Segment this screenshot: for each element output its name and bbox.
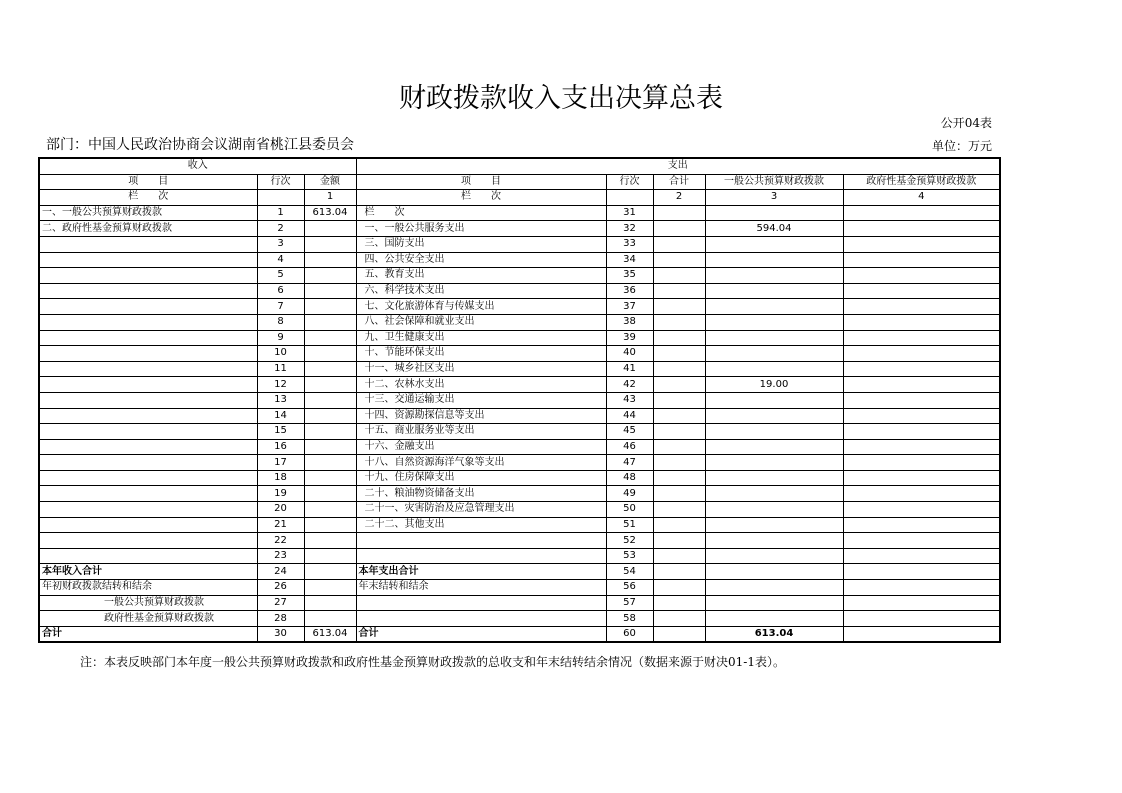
expense-item-cell: 本年支出合计 xyxy=(356,564,606,580)
expense-general-cell xyxy=(705,455,843,471)
expense-line-no-cell: 37 xyxy=(606,299,653,315)
expense-general-cell xyxy=(705,236,843,252)
table-row xyxy=(39,470,1000,486)
expense-fund-cell xyxy=(843,564,1000,580)
summary-row xyxy=(39,611,1000,627)
expense-line-header: 行次 xyxy=(606,174,653,190)
expense-total-cell xyxy=(653,299,705,315)
expense-item-cell: 十六、金融支出 xyxy=(356,439,606,455)
income-item-cell: 二、政府性基金预算财政拨款 xyxy=(39,221,257,237)
income-item-cell xyxy=(39,268,257,284)
expense-col-label: 栏 次 xyxy=(356,190,606,206)
expense-general-cell xyxy=(705,330,843,346)
income-amount-cell xyxy=(304,268,356,284)
table-row xyxy=(39,424,1000,440)
expense-fund-cell xyxy=(843,236,1000,252)
expense-item-cell: 八、社会保障和就业支出 xyxy=(356,314,606,330)
expense-line-no-cell: 53 xyxy=(606,548,653,564)
table-row xyxy=(39,268,1000,284)
expense-fund-cell xyxy=(843,517,1000,533)
expense-item-cell: 十九、住房保障支出 xyxy=(356,470,606,486)
table-row xyxy=(39,252,1000,268)
income-line-no-cell: 8 xyxy=(257,314,304,330)
expense-total-cell xyxy=(653,626,705,642)
expense-total-cell xyxy=(653,314,705,330)
form-number: 公开04表 xyxy=(940,116,992,130)
income-amount-cell xyxy=(304,611,356,627)
expense-general-cell xyxy=(705,299,843,315)
income-item-cell xyxy=(39,439,257,455)
expense-fund-cell xyxy=(843,502,1000,518)
expense-line-no-cell: 43 xyxy=(606,392,653,408)
table-row xyxy=(39,361,1000,377)
income-amount-cell xyxy=(304,564,356,580)
expense-fund-cell xyxy=(843,611,1000,627)
income-item-cell xyxy=(39,252,257,268)
expense-general-cell: 613.04 xyxy=(705,626,843,642)
income-item-cell xyxy=(39,361,257,377)
expense-fund-cell xyxy=(843,470,1000,486)
expense-total-cell xyxy=(653,470,705,486)
expense-general-cell: 594.04 xyxy=(705,221,843,237)
expense-total-cell xyxy=(653,221,705,237)
income-amount-cell xyxy=(304,486,356,502)
expense-total-cell xyxy=(653,330,705,346)
income-amount-cell xyxy=(304,314,356,330)
expense-fund-cell xyxy=(843,626,1000,642)
expense-fund-cell xyxy=(843,330,1000,346)
income-line-header: 行次 xyxy=(257,174,304,190)
income-line-no-cell: 15 xyxy=(257,424,304,440)
expense-total-cell xyxy=(653,455,705,471)
income-line-no-cell: 27 xyxy=(257,595,304,611)
income-line-no-cell: 20 xyxy=(257,502,304,518)
budget-table xyxy=(38,157,1001,643)
expense-fund-cell xyxy=(843,268,1000,284)
expense-line-no-cell: 39 xyxy=(606,330,653,346)
expense-line-no-cell: 50 xyxy=(606,502,653,518)
expense-line-no-cell: 38 xyxy=(606,314,653,330)
income-line-no-cell: 5 xyxy=(257,268,304,284)
expense-line-no-cell: 48 xyxy=(606,470,653,486)
income-item-cell xyxy=(39,314,257,330)
income-amount-cell xyxy=(304,346,356,362)
income-amount-cell: 613.04 xyxy=(304,626,356,642)
expense-total-cell xyxy=(653,392,705,408)
table-row xyxy=(39,221,1000,237)
expense-line-no-cell: 42 xyxy=(606,377,653,393)
income-amount-cell xyxy=(304,502,356,518)
expense-line-no-cell: 47 xyxy=(606,455,653,471)
expense-line-no-cell: 46 xyxy=(606,439,653,455)
expense-total-cell xyxy=(653,533,705,549)
expense-fund-cell xyxy=(843,486,1000,502)
income-line-no-cell: 16 xyxy=(257,439,304,455)
income-header: 收入 xyxy=(39,158,356,174)
income-item-cell xyxy=(39,377,257,393)
table-row xyxy=(39,283,1000,299)
income-line-no-cell: 13 xyxy=(257,392,304,408)
table-row xyxy=(39,392,1000,408)
income-line-no-cell: 7 xyxy=(257,299,304,315)
expense-general-cell xyxy=(705,611,843,627)
expense-header: 支出 xyxy=(356,158,1000,174)
expense-line-no-cell: 49 xyxy=(606,486,653,502)
expense-general-cell xyxy=(705,268,843,284)
table-row xyxy=(39,377,1000,393)
income-line-no-cell: 24 xyxy=(257,564,304,580)
income-amount-cell xyxy=(304,424,356,440)
expense-item-cell: 栏 次 xyxy=(356,205,606,221)
table-row xyxy=(39,205,1000,221)
expense-fund-cell xyxy=(843,408,1000,424)
department-label: 部门：中国人民政治协商会议湖南省桃江县委员会 xyxy=(46,137,354,153)
income-col-empty xyxy=(257,190,304,206)
expense-general-cell xyxy=(705,548,843,564)
expense-general-cell xyxy=(705,470,843,486)
expense-general-cell xyxy=(705,502,843,518)
expense-line-no-cell: 33 xyxy=(606,236,653,252)
header-row-2 xyxy=(39,174,1000,190)
expense-line-no-cell: 54 xyxy=(606,564,653,580)
expense-item-cell: 二十二、其他支出 xyxy=(356,517,606,533)
expense-line-no-cell: 34 xyxy=(606,252,653,268)
expense-item-cell: 六、科学技术支出 xyxy=(356,283,606,299)
expense-fund-cell xyxy=(843,533,1000,549)
expense-total-cell xyxy=(653,346,705,362)
income-amount-cell xyxy=(304,299,356,315)
expense-fund-cell xyxy=(843,299,1000,315)
income-item-cell xyxy=(39,283,257,299)
expense-item-cell: 十五、商业服务业等支出 xyxy=(356,424,606,440)
expense-total-cell xyxy=(653,564,705,580)
income-amount-cell xyxy=(304,439,356,455)
table-row xyxy=(39,486,1000,502)
expense-item-cell: 十四、资源勘探信息等支出 xyxy=(356,408,606,424)
summary-row xyxy=(39,626,1000,642)
income-amount-header: 金额 xyxy=(304,174,356,190)
income-line-no-cell: 1 xyxy=(257,205,304,221)
expense-col-4: 4 xyxy=(843,190,1000,206)
expense-item-cell xyxy=(356,611,606,627)
income-line-no-cell: 19 xyxy=(257,486,304,502)
income-item-cell xyxy=(39,424,257,440)
income-line-no-cell: 10 xyxy=(257,346,304,362)
expense-general-cell xyxy=(705,408,843,424)
expense-item-cell: 二十、粮油物资储备支出 xyxy=(356,486,606,502)
expense-general-cell xyxy=(705,564,843,580)
income-item-cell xyxy=(39,392,257,408)
summary-row xyxy=(39,595,1000,611)
expense-general-cell xyxy=(705,439,843,455)
expense-fund-cell xyxy=(843,424,1000,440)
expense-total-cell xyxy=(653,424,705,440)
table-row xyxy=(39,314,1000,330)
income-line-no-cell: 26 xyxy=(257,580,304,596)
income-line-no-cell: 9 xyxy=(257,330,304,346)
expense-general-cell xyxy=(705,361,843,377)
expense-total-cell xyxy=(653,517,705,533)
expense-general-cell xyxy=(705,346,843,362)
expense-fund-cell xyxy=(843,548,1000,564)
unit-label: 单位：万元 xyxy=(931,139,992,153)
income-line-no-cell: 12 xyxy=(257,377,304,393)
expense-line-no-cell: 58 xyxy=(606,611,653,627)
income-item-cell xyxy=(39,548,257,564)
income-line-no-cell: 22 xyxy=(257,533,304,549)
expense-line-no-cell: 45 xyxy=(606,424,653,440)
income-line-no-cell: 28 xyxy=(257,611,304,627)
expense-total-cell xyxy=(653,502,705,518)
expense-total-cell xyxy=(653,439,705,455)
income-item-cell: 年初财政拨款结转和结余 xyxy=(39,580,257,596)
income-item-cell xyxy=(39,533,257,549)
income-item-cell xyxy=(39,330,257,346)
income-amount-cell xyxy=(304,236,356,252)
income-line-no-cell: 2 xyxy=(257,221,304,237)
expense-item-cell: 十、节能环保支出 xyxy=(356,346,606,362)
expense-item-cell: 二十一、灾害防治及应急管理支出 xyxy=(356,502,606,518)
income-amount-cell xyxy=(304,580,356,596)
expense-general-cell xyxy=(705,392,843,408)
header-row-1 xyxy=(39,158,1000,174)
expense-total-cell xyxy=(653,486,705,502)
income-item-cell: 合计 xyxy=(39,626,257,642)
expense-fund-cell xyxy=(843,252,1000,268)
expense-general-cell xyxy=(705,205,843,221)
expense-total-cell xyxy=(653,283,705,299)
income-item-cell xyxy=(39,502,257,518)
expense-item-cell xyxy=(356,595,606,611)
table-row xyxy=(39,330,1000,346)
expense-item-cell: 十八、自然资源海洋气象等支出 xyxy=(356,455,606,471)
expense-fund-header: 政府性基金预算财政拨款 xyxy=(843,174,1000,190)
income-amount-cell xyxy=(304,455,356,471)
summary-row xyxy=(39,580,1000,596)
expense-item-cell: 三、国防支出 xyxy=(356,236,606,252)
expense-line-no-cell: 52 xyxy=(606,533,653,549)
income-item-cell xyxy=(39,517,257,533)
expense-item-header: 项 目 xyxy=(356,174,606,190)
summary-row xyxy=(39,564,1000,580)
expense-col-2: 2 xyxy=(653,190,705,206)
income-item-cell xyxy=(39,299,257,315)
expense-line-no-cell: 36 xyxy=(606,283,653,299)
expense-total-cell xyxy=(653,595,705,611)
expense-total-cell xyxy=(653,361,705,377)
expense-fund-cell xyxy=(843,205,1000,221)
expense-line-no-cell: 51 xyxy=(606,517,653,533)
table-row xyxy=(39,439,1000,455)
income-col-1: 1 xyxy=(304,190,356,206)
expense-item-cell: 一、一般公共服务支出 xyxy=(356,221,606,237)
income-amount-cell xyxy=(304,392,356,408)
income-item-cell xyxy=(39,455,257,471)
income-amount-cell xyxy=(304,252,356,268)
expense-general-cell xyxy=(705,283,843,299)
expense-fund-cell xyxy=(843,346,1000,362)
income-amount-cell xyxy=(304,548,356,564)
expense-total-cell xyxy=(653,377,705,393)
income-amount-cell xyxy=(304,283,356,299)
expense-line-no-cell: 35 xyxy=(606,268,653,284)
income-amount-cell xyxy=(304,361,356,377)
expense-total-cell xyxy=(653,611,705,627)
expense-total-cell xyxy=(653,252,705,268)
expense-general-cell xyxy=(705,252,843,268)
expense-col-empty xyxy=(606,190,653,206)
expense-fund-cell xyxy=(843,580,1000,596)
expense-general-header: 一般公共预算财政拨款 xyxy=(705,174,843,190)
expense-line-no-cell: 31 xyxy=(606,205,653,221)
income-item-cell xyxy=(39,470,257,486)
expense-general-cell xyxy=(705,314,843,330)
expense-line-no-cell: 60 xyxy=(606,626,653,642)
table-row xyxy=(39,346,1000,362)
table-row xyxy=(39,455,1000,471)
income-line-no-cell: 11 xyxy=(257,361,304,377)
table-row xyxy=(39,408,1000,424)
expense-line-no-cell: 32 xyxy=(606,221,653,237)
expense-fund-cell xyxy=(843,221,1000,237)
income-item-header: 项 目 xyxy=(39,174,257,190)
expense-general-cell xyxy=(705,533,843,549)
expense-item-cell xyxy=(356,533,606,549)
table-row xyxy=(39,517,1000,533)
income-line-no-cell: 14 xyxy=(257,408,304,424)
expense-line-no-cell: 57 xyxy=(606,595,653,611)
income-line-no-cell: 17 xyxy=(257,455,304,471)
expense-fund-cell xyxy=(843,283,1000,299)
expense-line-no-cell: 44 xyxy=(606,408,653,424)
expense-item-cell: 十三、交通运输支出 xyxy=(356,392,606,408)
income-item-cell xyxy=(39,346,257,362)
expense-total-cell xyxy=(653,236,705,252)
expense-item-cell xyxy=(356,548,606,564)
income-line-no-cell: 23 xyxy=(257,548,304,564)
expense-total-header: 合计 xyxy=(653,174,705,190)
income-amount-cell xyxy=(304,221,356,237)
expense-total-cell xyxy=(653,268,705,284)
expense-item-cell: 合计 xyxy=(356,626,606,642)
expense-line-no-cell: 41 xyxy=(606,361,653,377)
expense-item-cell: 十二、农林水支出 xyxy=(356,377,606,393)
expense-fund-cell xyxy=(843,595,1000,611)
expense-general-cell xyxy=(705,424,843,440)
income-line-no-cell: 4 xyxy=(257,252,304,268)
income-line-no-cell: 30 xyxy=(257,626,304,642)
expense-general-cell: 19.00 xyxy=(705,377,843,393)
table-row xyxy=(39,502,1000,518)
income-item-cell: 本年收入合计 xyxy=(39,564,257,580)
income-amount-cell xyxy=(304,377,356,393)
expense-general-cell xyxy=(705,486,843,502)
expense-general-cell xyxy=(705,580,843,596)
income-line-no-cell: 21 xyxy=(257,517,304,533)
income-line-no-cell: 18 xyxy=(257,470,304,486)
expense-col-3: 3 xyxy=(705,190,843,206)
expense-item-cell: 五、教育支出 xyxy=(356,268,606,284)
income-amount-cell xyxy=(304,470,356,486)
expense-item-cell: 十一、城乡社区支出 xyxy=(356,361,606,377)
expense-fund-cell xyxy=(843,361,1000,377)
expense-line-no-cell: 40 xyxy=(606,346,653,362)
table-row xyxy=(39,236,1000,252)
expense-total-cell xyxy=(653,205,705,221)
expense-item-cell: 四、公共安全支出 xyxy=(356,252,606,268)
income-amount-cell xyxy=(304,533,356,549)
income-col-label: 栏 次 xyxy=(39,190,257,206)
income-amount-cell: 613.04 xyxy=(304,205,356,221)
expense-total-cell xyxy=(653,548,705,564)
page-title: 财政拨款收入支出决算总表 xyxy=(399,83,723,114)
income-item-cell: 一般公共预算财政拨款 xyxy=(39,595,257,611)
expense-fund-cell xyxy=(843,392,1000,408)
expense-item-cell: 年末结转和结余 xyxy=(356,580,606,596)
expense-fund-cell xyxy=(843,314,1000,330)
expense-total-cell xyxy=(653,408,705,424)
income-item-cell xyxy=(39,236,257,252)
income-amount-cell xyxy=(304,595,356,611)
income-line-no-cell: 3 xyxy=(257,236,304,252)
expense-general-cell xyxy=(705,595,843,611)
income-item-cell: 政府性基金预算财政拨款 xyxy=(39,611,257,627)
table-row xyxy=(39,548,1000,564)
expense-general-cell xyxy=(705,517,843,533)
expense-fund-cell xyxy=(843,377,1000,393)
expense-item-cell: 七、文化旅游体育与传媒支出 xyxy=(356,299,606,315)
expense-line-no-cell: 56 xyxy=(606,580,653,596)
expense-fund-cell xyxy=(843,439,1000,455)
income-item-cell xyxy=(39,486,257,502)
income-amount-cell xyxy=(304,517,356,533)
income-item-cell: 一、一般公共预算财政拨款 xyxy=(39,205,257,221)
footnote: 注：本表反映部门本年度一般公共预算财政拨款和政府性基金预算财政拨款的总收支和年末结转结余情况（数据来源于财决01-1表）。 xyxy=(80,655,785,669)
expense-item-cell: 九、卫生健康支出 xyxy=(356,330,606,346)
expense-total-cell xyxy=(653,580,705,596)
expense-fund-cell xyxy=(843,455,1000,471)
income-amount-cell xyxy=(304,408,356,424)
income-line-no-cell: 6 xyxy=(257,283,304,299)
income-amount-cell xyxy=(304,330,356,346)
table-row xyxy=(39,533,1000,549)
income-item-cell xyxy=(39,408,257,424)
header-row-3 xyxy=(39,190,1000,206)
table-row xyxy=(39,299,1000,315)
